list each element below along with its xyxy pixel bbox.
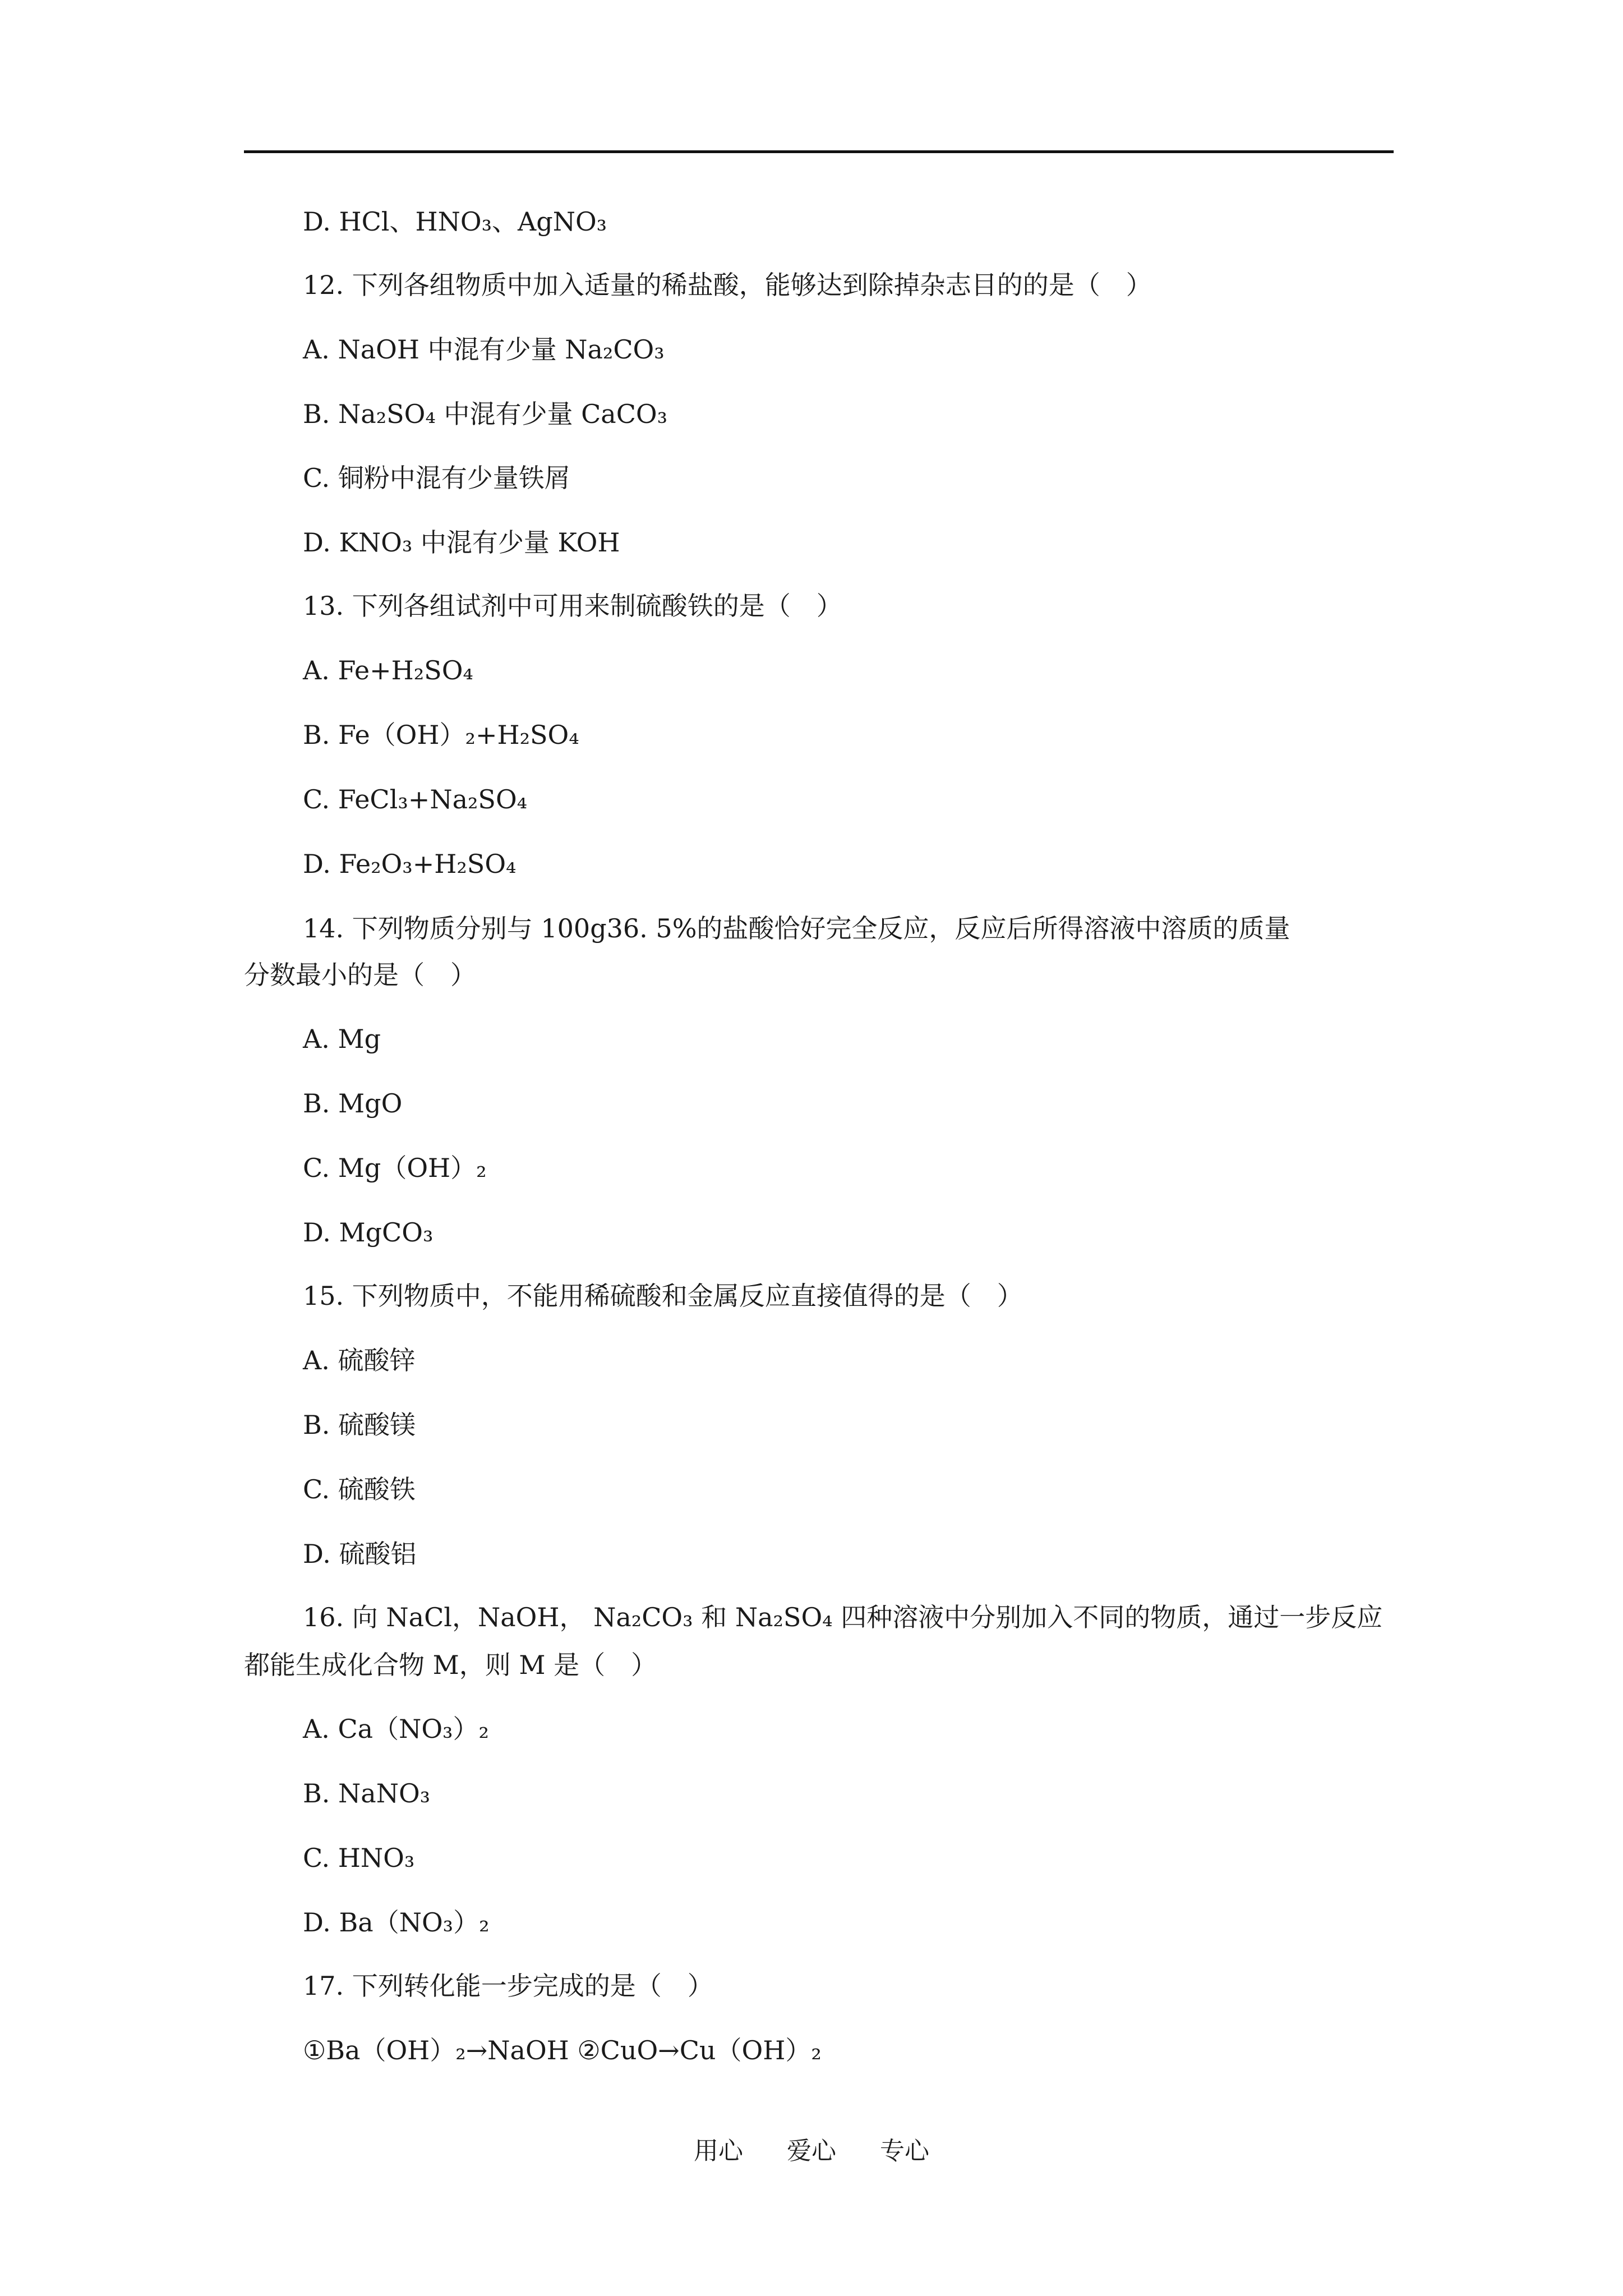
- question-stem: 16. 向 NaCl，NaOH， Na₂CO₃ 和 Na₂SO₄ 四种溶液中分别加入不同的物质，通过一步反应: [303, 1602, 1383, 1632]
- answer-option: A. Ca（NO₃）₂: [303, 1714, 489, 1744]
- footer-text-2: 爱心: [787, 2137, 836, 2165]
- answer-option: B. MgO: [303, 1088, 403, 1119]
- answer-option: D. MgCO₃: [303, 1217, 434, 1248]
- answer-option: A. 硫酸锌: [303, 1345, 416, 1375]
- answer-option: B. 硫酸镁: [303, 1410, 416, 1440]
- answer-option: C. Mg（OH）₂: [303, 1153, 487, 1183]
- answer-option: A. NaOH 中混有少量 Na₂CO₃: [303, 334, 665, 365]
- footer-text-1: 用心: [694, 2137, 743, 2165]
- answer-option: D. HCl、HNO₃、AgNO₃: [303, 206, 607, 237]
- answer-option: B. Na₂SO₄ 中混有少量 CaCO₃: [303, 399, 668, 429]
- question-stem: 13. 下列各组试剂中可用来制硫酸铁的是（ ）: [303, 591, 842, 621]
- page-footer: [0, 2134, 1623, 2168]
- answer-option: C. HNO₃: [303, 1843, 415, 1873]
- question-stem: 12. 下列各组物质中加入适量的稀盐酸，能够达到除掉杂志目的的是（ ）: [303, 270, 1152, 300]
- header-rule: [244, 150, 1394, 153]
- answer-option: C. 铜粉中混有少量铁屑: [303, 463, 570, 493]
- answer-option: C. 硫酸铁: [303, 1474, 416, 1504]
- answer-option: D. KNO₃ 中混有少量 KOH: [303, 527, 620, 558]
- question-stem: 14. 下列物质分别与 100g36. 5%的盐酸恰好完全反应，反应后所得溶液中溶质的质量: [303, 913, 1290, 944]
- question-continuation: 都能生成化合物 M，则 M 是（ ）: [244, 1650, 657, 1680]
- answer-option: A. Fe+H₂SO₄: [303, 655, 473, 685]
- answer-option: A. Mg: [303, 1024, 381, 1054]
- question-stem: 15. 下列物质中，不能用稀硫酸和金属反应直接值得的是（ ）: [303, 1281, 1023, 1311]
- answer-option: D. Ba（NO₃）₂: [303, 1907, 490, 1938]
- answer-option: B. Fe（OH）₂+H₂SO₄: [303, 720, 579, 750]
- question-continuation: 分数最小的是（ ）: [244, 960, 476, 990]
- answer-option: D. 硫酸铝: [303, 1539, 417, 1569]
- question-stem: 17. 下列转化能一步完成的是（ ）: [303, 1971, 713, 2001]
- answer-option: D. Fe₂O₃+H₂SO₄: [303, 849, 517, 879]
- footer-text-3: 专心: [880, 2137, 929, 2165]
- answer-option: ①Ba（OH）₂→NaOH ②CuO→Cu（OH）₂: [303, 2035, 822, 2065]
- answer-option: B. NaNO₃: [303, 1778, 431, 1809]
- answer-option: C. FeCl₃+Na₂SO₄: [303, 784, 528, 815]
